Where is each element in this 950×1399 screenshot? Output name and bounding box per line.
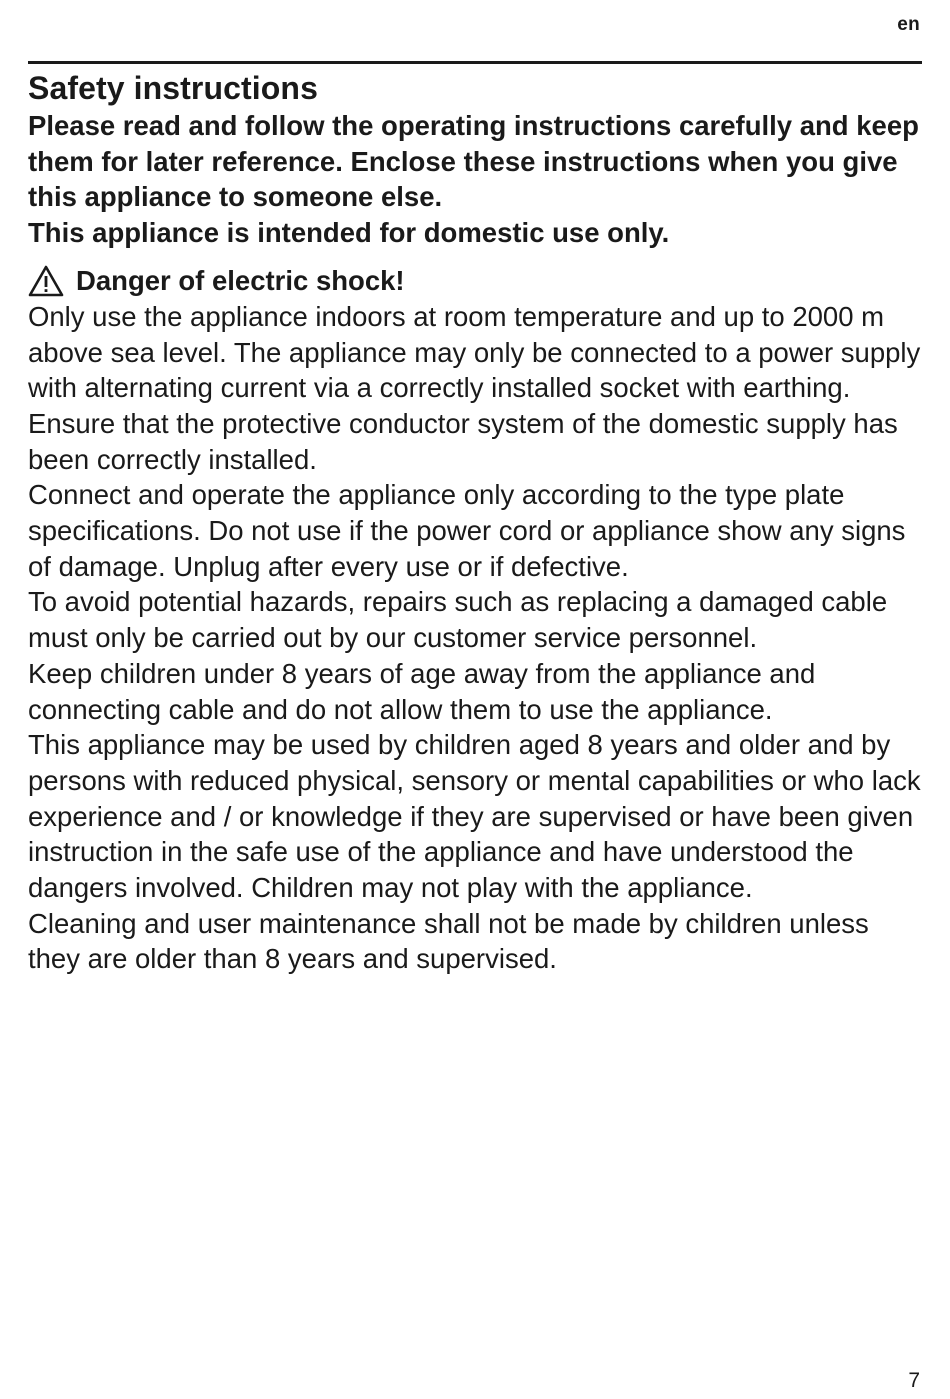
intro-paragraph: This appliance is intended for domestic use only. xyxy=(28,217,670,249)
safety-paragraph: Connect and operate the appliance only according to the type plate specifications. Do not use if the power cord or appliance show any signs of damage. Unplug after every use or if defective. xyxy=(28,479,906,582)
section-title: Safety instructions xyxy=(28,70,318,106)
safety-paragraph: To avoid potential hazards, repairs such as replacing a damaged cable must only be carried out by our customer service personnel. xyxy=(28,586,888,654)
safety-section xyxy=(28,68,922,977)
language-code: en xyxy=(897,14,920,35)
page-number: 7 xyxy=(908,1369,920,1392)
warning-heading-text: Danger of electric shock! xyxy=(76,264,405,296)
safety-paragraph: This appliance may be used by children aged 8 years and older and by persons with reduced physical, sensory or mental capabilities or who lack experience and / or knowledge if they are supervised or have been given instruction in the safe use of the appliance and have understood the dangers involved. Children may not play with the appliance. xyxy=(28,729,921,904)
safety-paragraph: Only use the appliance indoors at room temperature and up to 2000 m above sea level. The appliance may only be connected to a power supply with alternating current via a correctly installed socket with earthing. Ensure that the protective conductor system of the domestic supply has been correctly installed. xyxy=(28,300,921,475)
warning-triangle-icon xyxy=(28,265,64,297)
safety-paragraph: Cleaning and user maintenance shall not be made by children unless they are older than 8 years and supervised. xyxy=(28,907,869,975)
safety-paragraph: Keep children under 8 years of age away from the appliance and connecting cable and do not allow them to use the appliance. xyxy=(28,657,816,725)
warning-heading xyxy=(28,263,922,299)
header-divider xyxy=(28,61,922,64)
intro-paragraph: Please read and follow the operating instructions carefully and keep them for later reference. Enclose these instructions when you give this appliance to someone else. xyxy=(28,110,919,213)
